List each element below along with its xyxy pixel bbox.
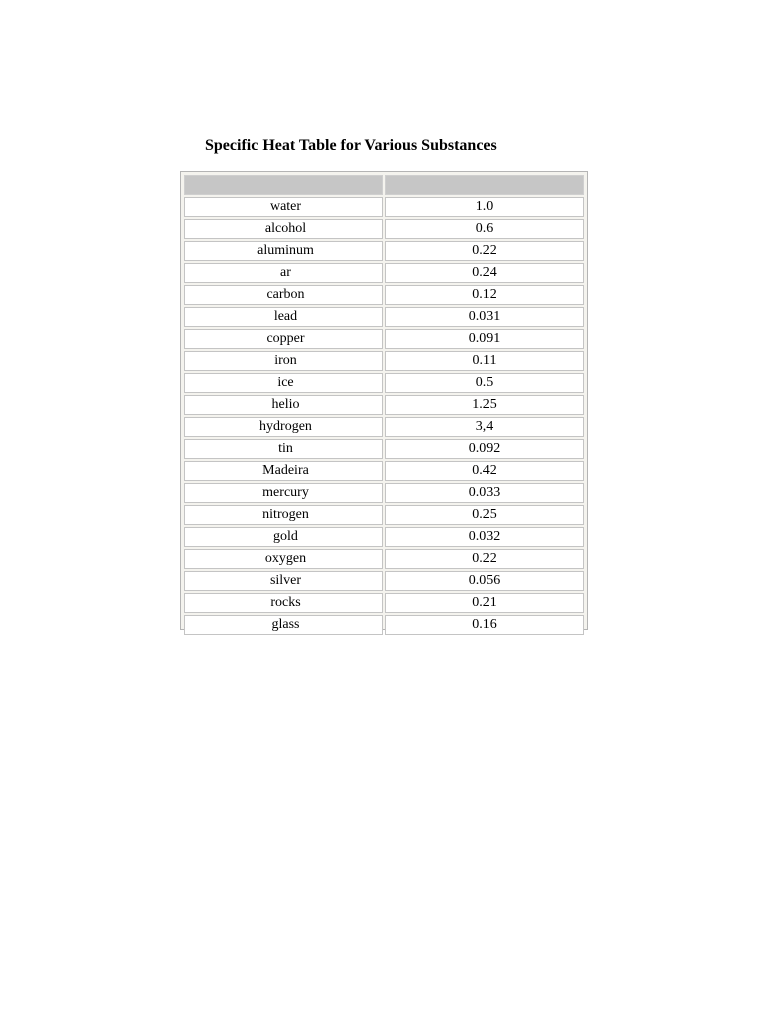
substance-cell: oxygen — [184, 549, 383, 569]
substance-cell: helio — [184, 395, 383, 415]
specific-heat-cell: 0.032 — [385, 527, 584, 547]
table-row — [184, 571, 584, 591]
specific-heat-cell: 0.12 — [385, 285, 584, 305]
table-row — [184, 241, 584, 261]
table-row — [184, 439, 584, 459]
substance-cell: copper — [184, 329, 383, 349]
specific-heat-cell: 0.42 — [385, 461, 584, 481]
table-row — [184, 285, 584, 305]
substance-cell: glass — [184, 615, 383, 635]
page-title: Specific Heat Table for Various Substances — [205, 137, 497, 154]
specific-heat-cell: 0.031 — [385, 307, 584, 327]
table-row — [184, 593, 584, 613]
table-header-cell-substance — [184, 175, 383, 195]
table-row — [184, 527, 584, 547]
specific-heat-cell: 0.22 — [385, 241, 584, 261]
specific-heat-cell: 0.24 — [385, 263, 584, 283]
table-header-row — [184, 175, 584, 195]
table-row — [184, 461, 584, 481]
specific-heat-cell: 3,4 — [385, 417, 584, 437]
table-row — [184, 417, 584, 437]
substance-cell: alcohol — [184, 219, 383, 239]
specific-heat-cell: 0.6 — [385, 219, 584, 239]
specific-heat-cell: 0.16 — [385, 615, 584, 635]
substance-cell: water — [184, 197, 383, 217]
substance-cell: ar — [184, 263, 383, 283]
specific-heat-cell: 0.22 — [385, 549, 584, 569]
specific-heat-cell: 1.25 — [385, 395, 584, 415]
specific-heat-table — [182, 173, 586, 637]
specific-heat-cell: 0.092 — [385, 439, 584, 459]
table-row — [184, 615, 584, 635]
substance-cell: carbon — [184, 285, 383, 305]
table-row — [184, 197, 584, 217]
substance-cell: nitrogen — [184, 505, 383, 525]
table-row — [184, 219, 584, 239]
table-row — [184, 395, 584, 415]
table-row — [184, 351, 584, 371]
substance-cell: iron — [184, 351, 383, 371]
specific-heat-cell: 0.091 — [385, 329, 584, 349]
substance-cell: mercury — [184, 483, 383, 503]
specific-heat-cell: 0.5 — [385, 373, 584, 393]
substance-cell: rocks — [184, 593, 383, 613]
specific-heat-table-frame — [180, 171, 588, 630]
table-row — [184, 307, 584, 327]
table-row — [184, 483, 584, 503]
table-row — [184, 263, 584, 283]
substance-cell: silver — [184, 571, 383, 591]
table-row — [184, 329, 584, 349]
specific-heat-cell: 0.11 — [385, 351, 584, 371]
specific-heat-cell: 0.25 — [385, 505, 584, 525]
substance-cell: lead — [184, 307, 383, 327]
substance-cell: Madeira — [184, 461, 383, 481]
substance-cell: gold — [184, 527, 383, 547]
substance-cell: aluminum — [184, 241, 383, 261]
table-header-cell-value — [385, 175, 584, 195]
specific-heat-cell: 1.0 — [385, 197, 584, 217]
table-row — [184, 505, 584, 525]
substance-cell: tin — [184, 439, 383, 459]
specific-heat-cell: 0.056 — [385, 571, 584, 591]
table-row — [184, 549, 584, 569]
specific-heat-cell: 0.033 — [385, 483, 584, 503]
substance-cell: hydrogen — [184, 417, 383, 437]
table-row — [184, 373, 584, 393]
specific-heat-cell: 0.21 — [385, 593, 584, 613]
substance-cell: ice — [184, 373, 383, 393]
